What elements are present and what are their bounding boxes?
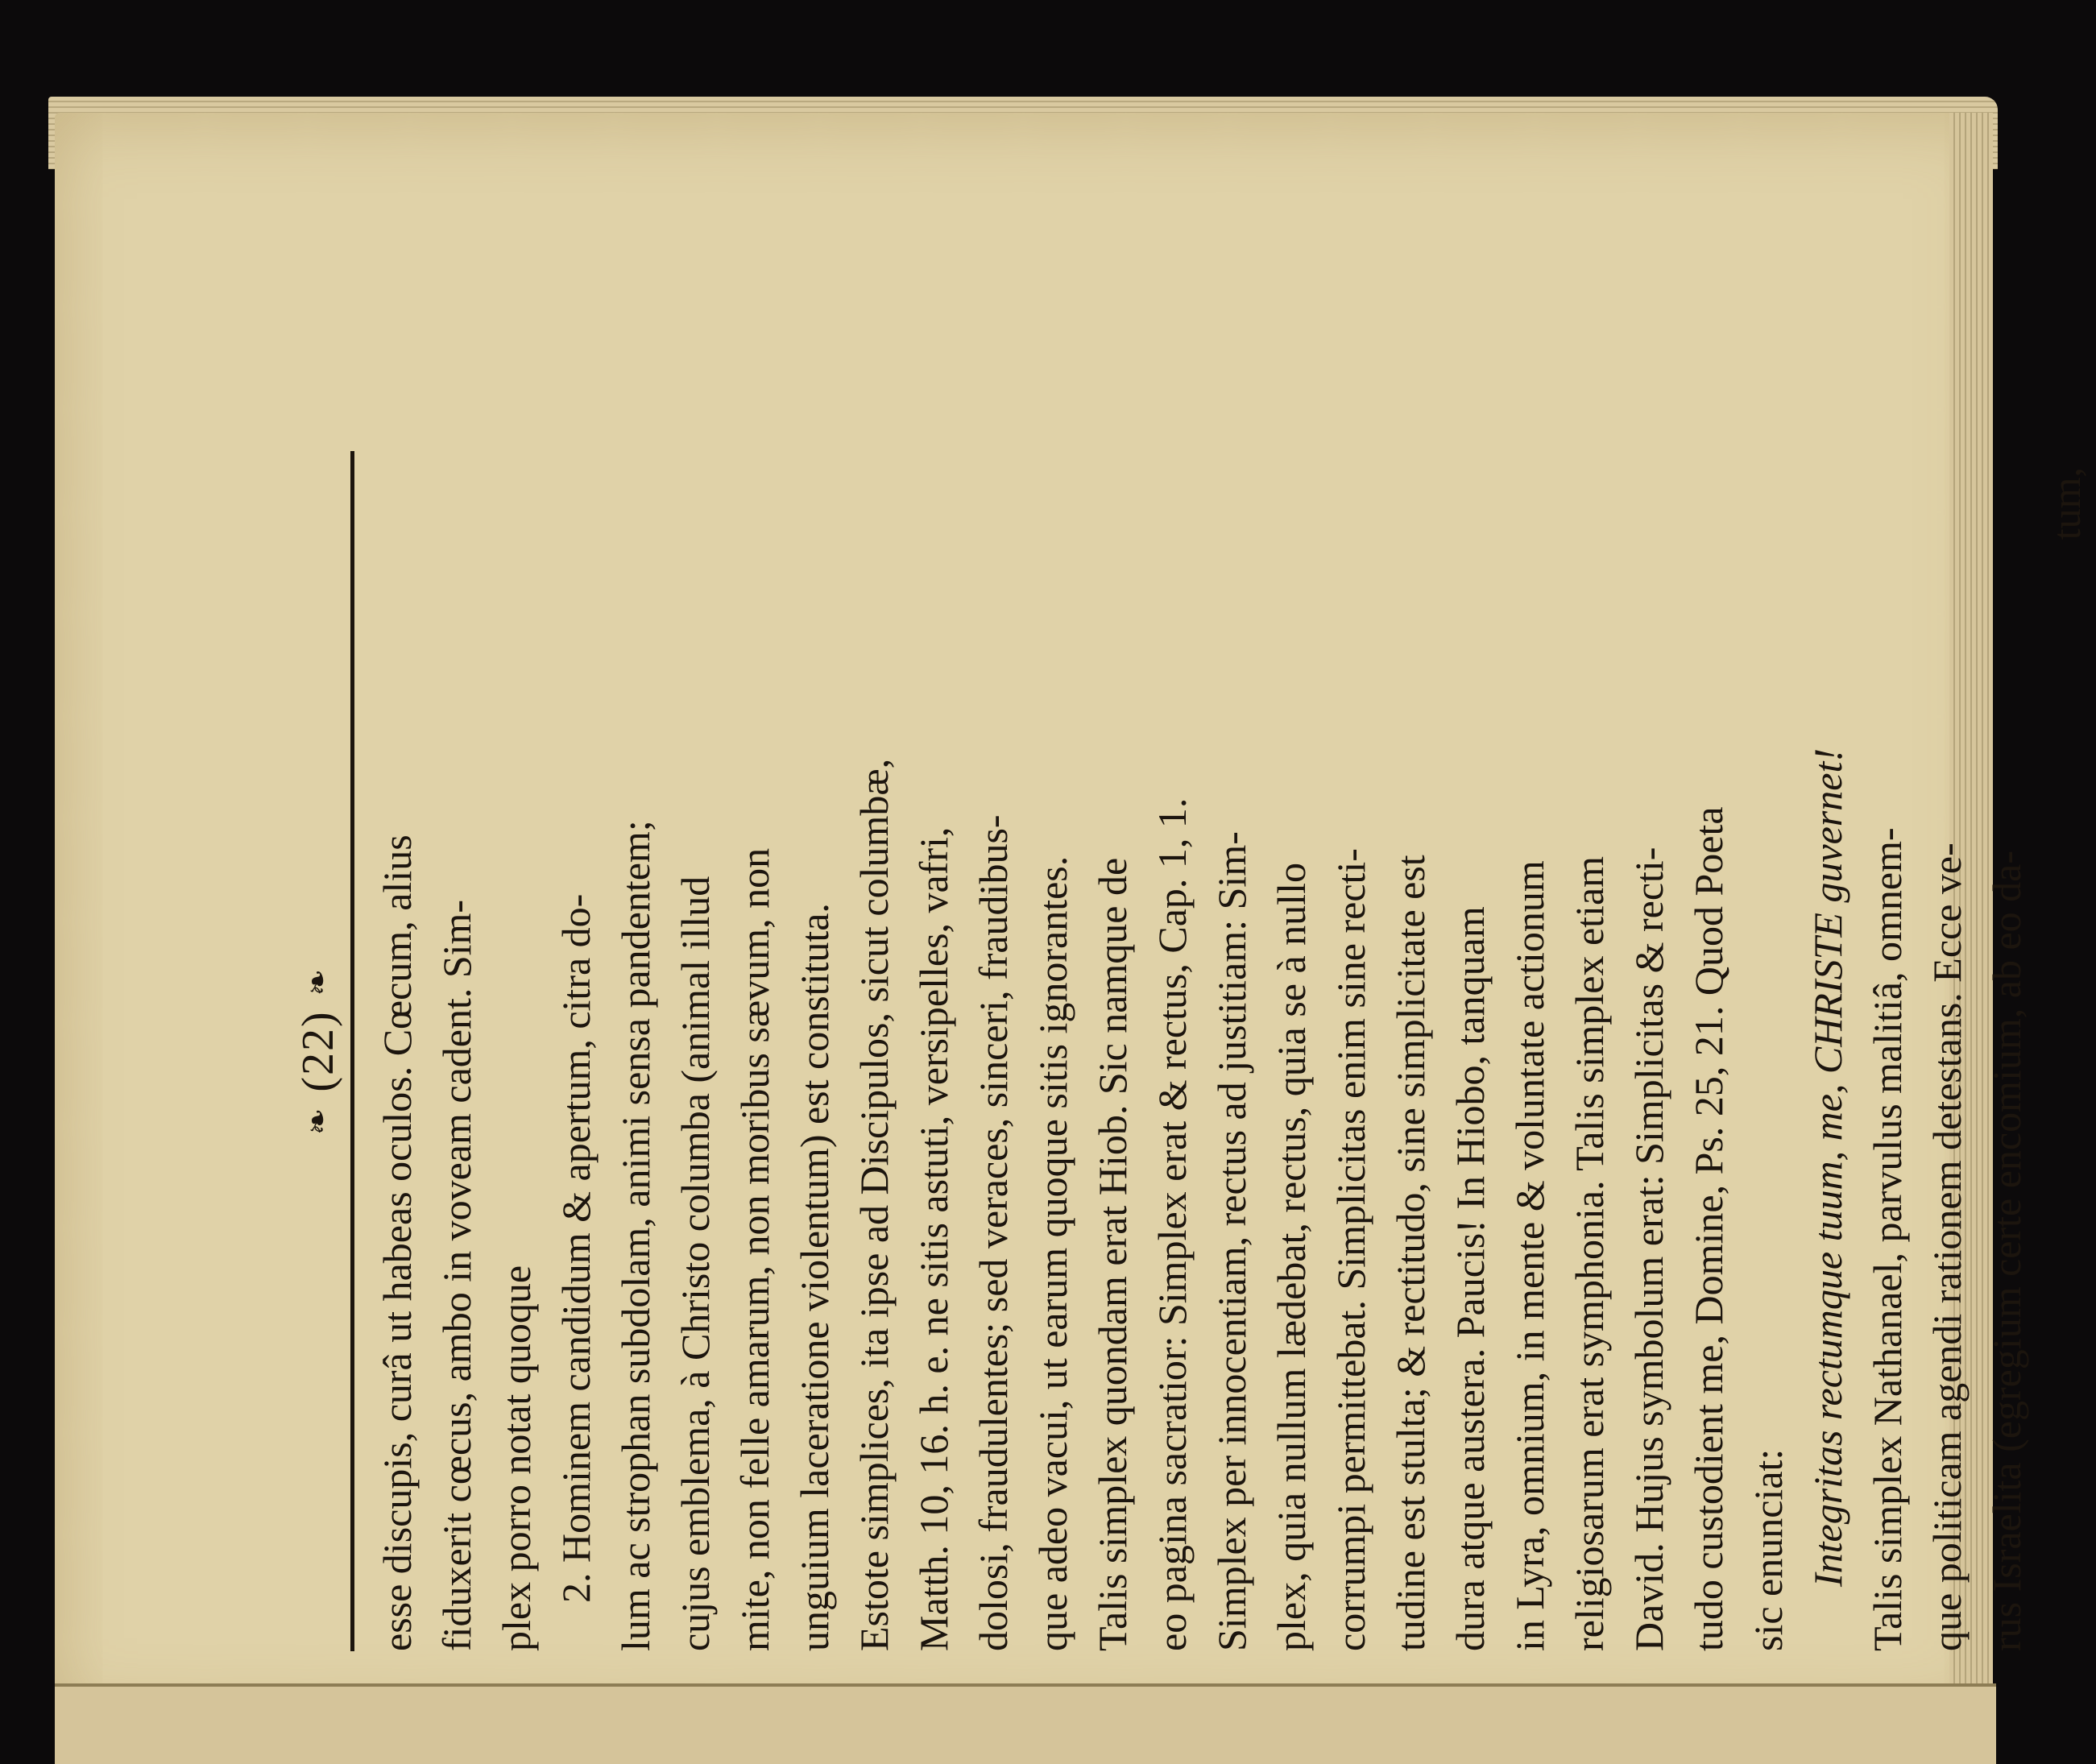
text-line: unguium laceratione violentum) est constituta. bbox=[792, 903, 837, 1651]
rotated-text-block bbox=[286, 451, 2089, 1651]
running-header bbox=[286, 451, 354, 1651]
ornament-left-icon: ❧ bbox=[300, 1106, 336, 1136]
text-line: tudo custodient me, Domine, Ps. 25, 21. Quod Poeta bbox=[1686, 806, 1731, 1651]
text-line: fiduxerit cœcus, ambo in voveam cadent. Sim- bbox=[434, 899, 479, 1651]
text-line: religiosarum erat symphonia. Talis simplex etiam bbox=[1567, 855, 1612, 1651]
text-line: corrumpi permittebat. Simplicitas enim sine recti- bbox=[1328, 848, 1373, 1651]
text-line: Matth. 10, 16. h. e. ne sitis astuti, versipelles, vafri, bbox=[911, 826, 956, 1651]
text-line: mite, non felle amarum, non moribus sævum, non bbox=[732, 847, 777, 1651]
text-line: David. Hujus symbolum erat: Simplicitas & recti- bbox=[1626, 847, 1671, 1651]
motto-line: Integritas rectumque tuum, me, CHRISTE guvernet! bbox=[1805, 748, 1850, 1587]
text-line: rus Israelita (egregium certe encomium, ab eo da- bbox=[1984, 851, 2029, 1651]
text-line: esse discupis, curâ ut habeas oculos. Cœcum, alius bbox=[375, 834, 420, 1651]
text-line: lum ac strophan subdolam, animi sensa pandentem; bbox=[613, 820, 658, 1651]
text-line: plex porro notat quoque bbox=[494, 1265, 539, 1651]
text-line: cujus emblema, à Christo columba (animal illud bbox=[673, 876, 718, 1651]
next-page-strip bbox=[55, 1683, 1996, 1764]
text-line: dura atque austera. Paucis! In Hiobo, tanquam bbox=[1448, 906, 1493, 1651]
text-line: que adeo vacui, ut earum quoque sitis ignorantes. bbox=[1030, 855, 1075, 1651]
text-line: Talis simplex Nathanael, parvulus malitiâ, omnem- bbox=[1865, 827, 1910, 1651]
catchword: tum, bbox=[2044, 467, 2089, 540]
text-line: in Lyra, omnium, in mente & voluntate actionum bbox=[1507, 860, 1552, 1651]
text-line: eo pagina sacratior: Simplex erat & rectus, Cap. 1, 1. bbox=[1149, 797, 1195, 1651]
page-number: (22) bbox=[293, 1010, 343, 1092]
text-line: sic enunciat: bbox=[1746, 1448, 1791, 1651]
text-line: plex, quia nullum lædebat, rectus, quia se à nullo bbox=[1269, 863, 1314, 1651]
ornament-right-icon: ❧ bbox=[300, 967, 336, 996]
text-line: que politicam agendi rationem detestans. Ecce ve- bbox=[1924, 843, 1970, 1651]
text-line: 2. Hominem candidum & apertum, citra do- bbox=[553, 893, 599, 1603]
text-line: tudine est stulta; & rectitudo, sine simplicitate est bbox=[1388, 855, 1433, 1651]
text-line: dolosi, fraudulentes; sed veraces, sinceri, fraudibus- bbox=[971, 814, 1016, 1651]
text-line: Estote simplices, ita ipse ad Discipulos, sicut columbæ, bbox=[851, 758, 897, 1651]
text-line: Talis simplex quondam erat Hiob. Sic namque de bbox=[1090, 857, 1135, 1651]
text-line: Simplex per innocentiam, rectus ad justitiam: Sim- bbox=[1209, 831, 1254, 1651]
